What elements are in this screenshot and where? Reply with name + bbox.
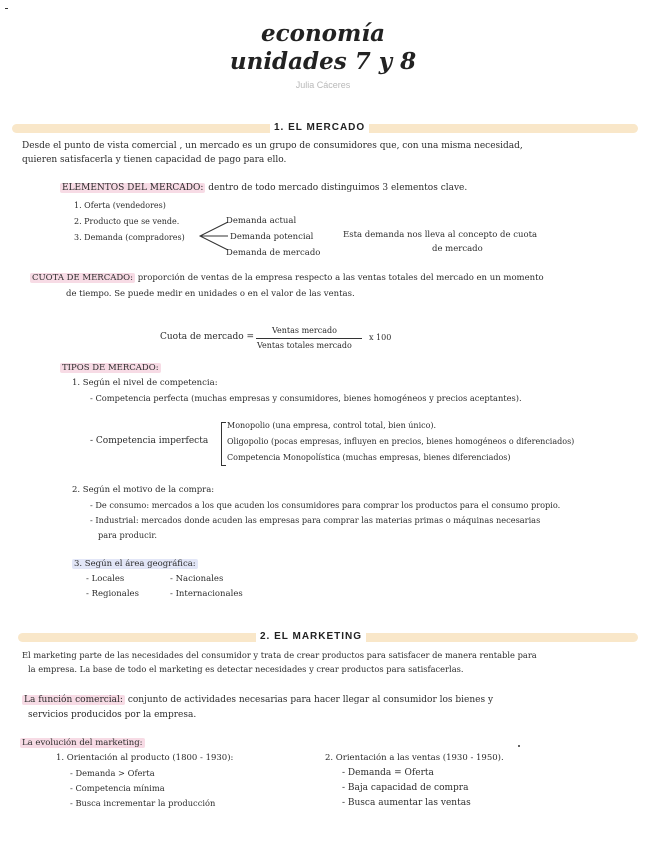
funcion-heading: La función comercial:: [24, 695, 123, 705]
cuota-heading: CUOTA DE MERCADO:: [32, 273, 133, 283]
col2-item-3: - Busca aumentar las ventas: [342, 798, 471, 808]
tipo3-heading-wrap: [72, 559, 198, 569]
demand-mercado: Demanda de mercado: [226, 248, 321, 258]
tipo1-imperfecta-label: - Competencia imperfecta: [90, 436, 209, 446]
mercado-intro-line1: Desde el punto de vista comercial , un mercado es un grupo de consumidores que, con una misma necesidad,: [22, 141, 523, 151]
funcion-line1: [22, 695, 493, 705]
col1-item-3: - Busca incrementar la producción: [70, 798, 216, 808]
formula-factor: x 100: [369, 333, 392, 342]
formula-numerator: Ventas mercado: [272, 326, 337, 335]
demand-potencial: Demanda potencial: [230, 232, 314, 242]
tipo2-industrial-line2: para producir.: [98, 530, 157, 540]
funcion-text-1: conjunto de actividades necesarias para hacer llegar al consumidor los bienes y: [127, 695, 494, 705]
tipo3-regionales: - Regionales: [86, 589, 139, 599]
evolucion-heading-wrap: [20, 738, 145, 748]
mercado-intro-line2: quieren satisfacerla y tienen capacidad de pago para ello.: [22, 155, 287, 165]
demand-branch-arrows: [196, 218, 230, 254]
tipo3-heading: 3. Según el área geográfica:: [74, 559, 196, 569]
elementos-text: dentro de todo mercado distinguimos 3 elementos clave.: [208, 183, 468, 193]
elementos-line: [60, 183, 467, 193]
tipo2-heading: 2. Según el motivo de la compra:: [72, 485, 215, 495]
tipo2-consumo: - De consumo: mercados a los que acuden los consumidores para comprar los productos para el consumo propio.: [90, 500, 561, 510]
elementos-heading: ELEMENTOS DEL MERCADO:: [62, 183, 204, 193]
tipos-heading: TIPOS DE MERCADO:: [62, 363, 159, 373]
marketing-intro-line2: la empresa. La base de todo el marketing es detectar necesidades y crear productos para satisfacerlas.: [28, 664, 464, 674]
page-title: economía: [260, 20, 386, 47]
imperfecta-oligopolio: Oligopolio (pocas empresas, influyen en precios, bienes homogéneos o diferenciados): [227, 437, 575, 446]
section-title-mercado: 1. EL MERCADO: [270, 122, 369, 133]
col1-item-2: - Competencia mínima: [70, 783, 165, 793]
formula-label: Cuota de mercado =: [160, 332, 255, 342]
elementos-item-3: 3. Demanda (compradores): [74, 233, 185, 242]
col1-item-1: - Demanda > Oferta: [70, 768, 155, 778]
elementos-item-1: 1. Oferta (vendedores): [74, 201, 166, 210]
imperfecta-bracket: [221, 422, 226, 466]
tipo3-internacionales: - Internacionales: [170, 589, 243, 599]
tipo3-locales: - Locales: [86, 574, 125, 584]
tipo1-perfecta: - Competencia perfecta (muchas empresas y consumidores, bienes homogéneos y precios aceptantes).: [90, 393, 522, 403]
demand-note-line2: de mercado: [432, 244, 483, 254]
formula-fraction-line: [256, 338, 362, 339]
col2-heading: 2. Orientación a las ventas (1930 - 1950).: [325, 753, 504, 763]
tipos-heading-wrap: [60, 363, 161, 373]
cuota-text-1: proporción de ventas de la empresa respecto a las ventas totales del mercado en un momento: [137, 273, 544, 283]
evolucion-heading: La evolución del marketing:: [22, 738, 143, 748]
tipo2-industrial-line1: - Industrial: mercados donde acuden las empresas para comprar las materias primas o máquinas necesarias: [90, 515, 541, 525]
formula-denominator: Ventas totales mercado: [257, 341, 352, 350]
imperfecta-monopolistica: Competencia Monopolística (muchas empresas, bienes diferenciados): [227, 453, 511, 462]
stray-mark: [5, 8, 8, 9]
demand-actual: Demanda actual: [226, 216, 297, 226]
tipo1-heading: 1. Según el nivel de competencia:: [72, 378, 218, 388]
cuota-line2: de tiempo. Se puede medir en unidades o en el valor de las ventas.: [66, 289, 355, 299]
imperfecta-monopolio: Monopolio (una empresa, control total, bien único).: [227, 421, 437, 430]
section-title-marketing: 2. EL MARKETING: [256, 631, 366, 642]
demand-note-line1: Esta demanda nos lleva al concepto de cuota: [343, 230, 538, 240]
marketing-intro-line1: El marketing parte de las necesidades del consumidor y trata de crear productos para satisfacer de manera rentable para: [22, 650, 537, 660]
col2-item-1: - Demanda = Oferta: [342, 768, 434, 778]
funcion-line2: servicios producidos por la empresa.: [28, 710, 197, 720]
elementos-item-2: 2. Producto que se vende.: [74, 217, 180, 226]
author-name: Julia Cáceres: [295, 80, 351, 90]
cuota-line1: [30, 273, 544, 283]
col1-heading: 1. Orientación al producto (1800 - 1930):: [56, 753, 234, 763]
stray-dot: [518, 745, 520, 747]
col2-item-2: - Baja capacidad de compra: [342, 783, 469, 793]
page-subtitle: unidades 7 y 8: [229, 48, 417, 75]
tipo3-nacionales: - Nacionales: [170, 574, 224, 584]
